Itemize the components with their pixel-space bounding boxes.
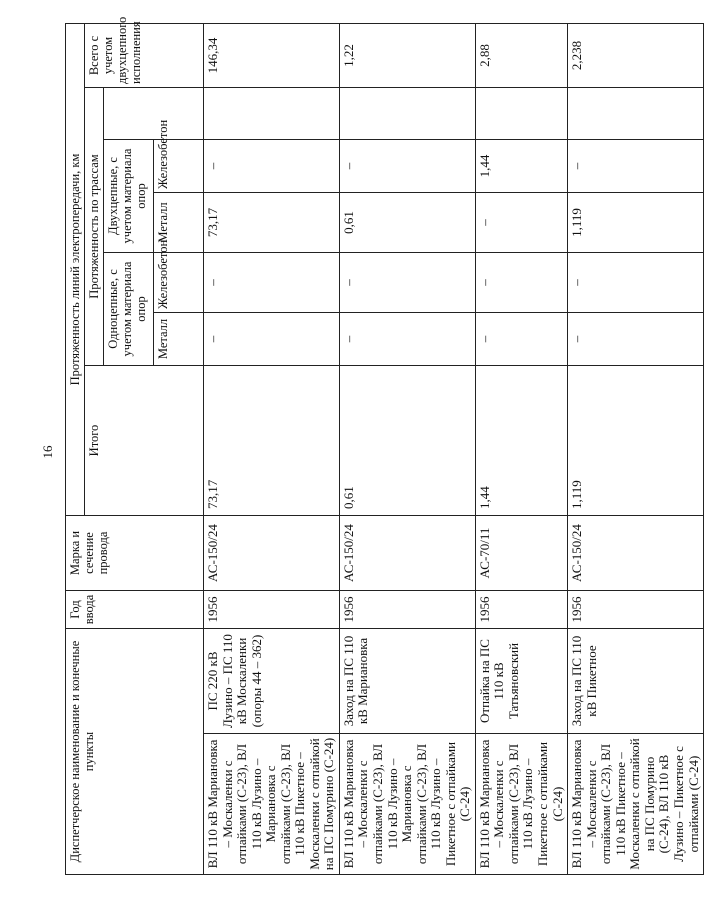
cell-year: 1956 (475, 591, 567, 629)
cell-grand-total: 146,34 (204, 24, 340, 88)
page-number: 16 (40, 445, 55, 459)
cell-spacer (568, 88, 704, 140)
cell-wire: АС-150/24 (204, 516, 340, 591)
cell-grand-total: 2,238 (568, 24, 704, 88)
table-row (475, 24, 567, 875)
header-length-group: Протяженность линий электропередачи, км (66, 24, 85, 516)
cell-single-concrete: – (339, 253, 475, 313)
cell-total: 1,44 (475, 366, 567, 516)
header-single-metal: Металл (154, 313, 204, 366)
rotated-table-frame (65, 16, 701, 875)
header-year: Год ввода (66, 591, 204, 629)
cell-endpoint: ПС 220 кВ Лузино – ПС 110 кВ Москаленки (опоры 44 – 362) (204, 629, 340, 734)
cell-endpoint: Заход на ПС 110 кВ Пикетное (568, 629, 704, 734)
cell-line-name: ВЛ 110 кВ Мариановка – Москаленки с отпайками (С-23), ВЛ 110 кВ Лузино – Мариановка с отпайками (С-23), ВЛ 110 кВ Лузино – Пикетное с отпайками (С-24) (339, 734, 475, 875)
header-double-concrete: Железобетон (154, 140, 204, 193)
cell-endpoint: Заход на ПС 110 кВ Мариановка (339, 629, 475, 734)
cell-spacer (339, 88, 475, 140)
header-total: Итого (85, 366, 204, 516)
cell-double-concrete: – (339, 140, 475, 193)
header-name: Диспетчерское наименование и конечные пункты (66, 629, 204, 875)
cell-grand-total: 2,88 (475, 24, 567, 88)
cell-total: 73,17 (204, 366, 340, 516)
cell-double-concrete: – (204, 140, 340, 193)
cell-endpoint: Отпайка на ПС 110 кВ Татьяновский (475, 629, 567, 734)
cell-wire: АС-150/24 (339, 516, 475, 591)
header-double-metal: Металл (154, 193, 204, 253)
cell-double-concrete: – (568, 140, 704, 193)
cell-single-metal: – (568, 313, 704, 366)
header-wire: Марка и сечение провода (66, 516, 204, 591)
cell-total: 1,119 (568, 366, 704, 516)
cell-double-concrete: 1,44 (475, 140, 567, 193)
cell-line-name: ВЛ 110 кВ Мариановка – Москаленки с отпайками (С-23), ВЛ 110 кВ Пикетное – Москаленки с отпайкой на ПС Помурино (С-24), ВЛ 110 кВ Лузино – Пикетное с отпайками (С-24) (568, 734, 704, 875)
header-total-with-double: Всего с учетом двухцепного исполнения (85, 24, 204, 88)
cell-single-concrete: – (475, 253, 567, 313)
header-single-concrete: Железобетон (154, 253, 204, 313)
table-row (568, 24, 704, 875)
header-by-routes: Протяженность по трассам (85, 88, 104, 366)
cell-grand-total: 1,22 (339, 24, 475, 88)
header-spacer (104, 88, 204, 140)
cell-single-concrete: – (568, 253, 704, 313)
table-row (204, 24, 340, 875)
cell-wire: АС-70/11 (475, 516, 567, 591)
cell-double-metal: – (475, 193, 567, 253)
cell-double-metal: 73,17 (204, 193, 340, 253)
header-single-circuit: Одноцепные, с учетом материала опор (104, 253, 154, 366)
cell-single-metal: – (204, 313, 340, 366)
table-row (339, 24, 475, 875)
cell-line-name: ВЛ 110 кВ Мариановка – Москаленки с отпайками (С-23), ВЛ 110 кВ Лузино – Пикетное с отпайками (С-24) (475, 734, 567, 875)
cell-spacer (475, 88, 567, 140)
cell-year: 1956 (204, 591, 340, 629)
cell-double-metal: 0,61 (339, 193, 475, 253)
cell-total: 0,61 (339, 366, 475, 516)
cell-single-metal: – (339, 313, 475, 366)
cell-wire: АС-150/24 (568, 516, 704, 591)
cell-single-metal: – (475, 313, 567, 366)
header-double-circuit: Двухцепные, с учетом материала опор (104, 140, 154, 253)
cell-line-name: ВЛ 110 кВ Мариановка – Москаленки с отпайками (С-23), ВЛ 110 кВ Лузино – Мариановка с отпайками (С-23), ВЛ 110 кВ Пикетное – Москаленки с отпайкой на ПС Помурино (С-24) (204, 734, 340, 875)
cell-year: 1956 (568, 591, 704, 629)
transmission-lines-table (65, 16, 701, 875)
cell-year: 1956 (339, 591, 475, 629)
cell-spacer (204, 88, 340, 140)
cell-double-metal: 1,119 (568, 193, 704, 253)
cell-single-concrete: – (204, 253, 340, 313)
